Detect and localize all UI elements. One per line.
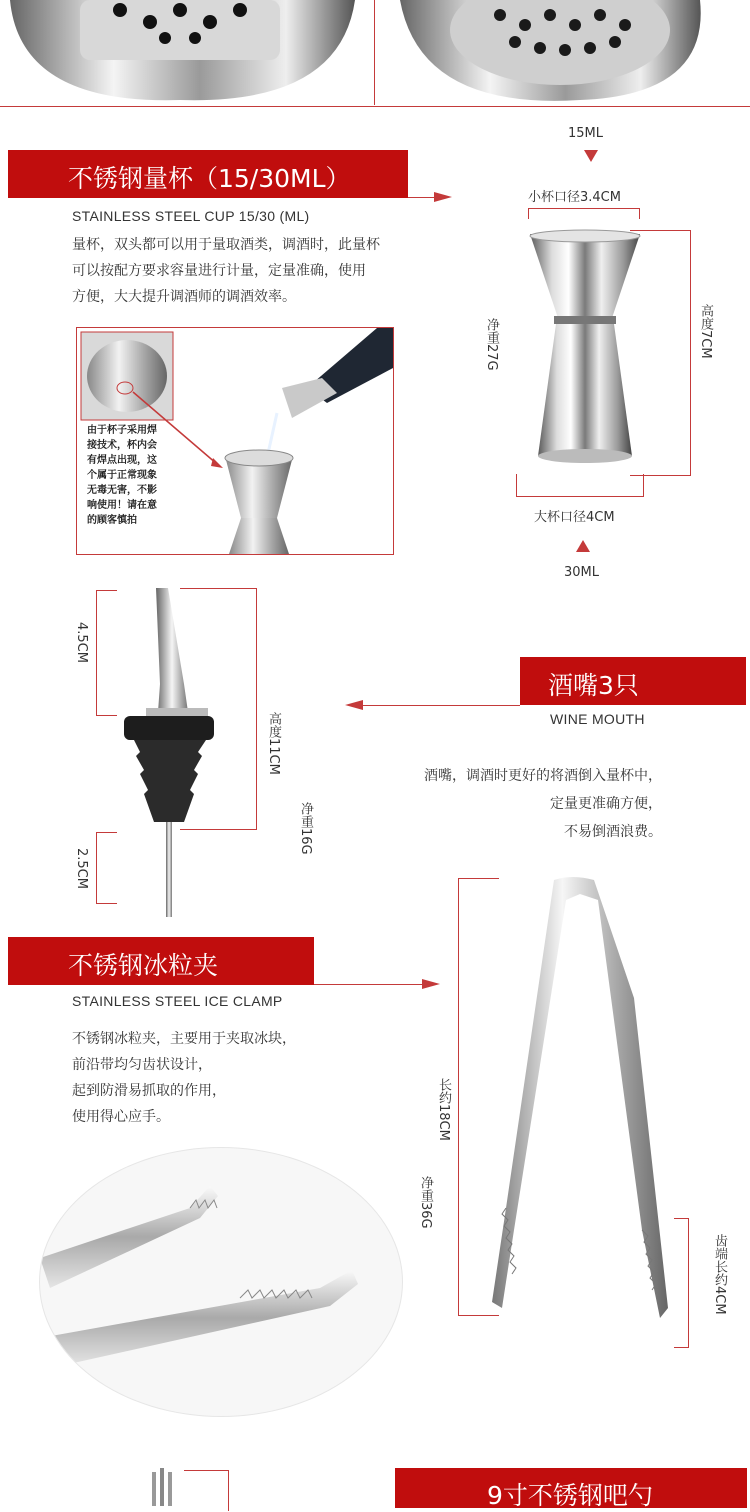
arrow-up-icon	[576, 540, 592, 554]
arrow-left-icon	[345, 698, 365, 712]
cup-large-diameter: 大杯口径4CM	[534, 510, 615, 525]
height-bracket	[630, 230, 691, 476]
tongs-subtitle: STAINLESS STEEL ICE CLAMP	[72, 993, 283, 1009]
note-line: 由于杯子采用焊	[87, 425, 157, 436]
tongs-length: 长约18CM	[436, 1078, 451, 1141]
spoon-title: 9寸不锈钢吧勺	[487, 1481, 653, 1510]
tongs-weight: 净重36G	[418, 1176, 433, 1229]
shaker-right-graphic	[380, 0, 750, 105]
tongs-closeup	[40, 1148, 402, 1416]
pourer-height: 高度11CM	[266, 712, 281, 775]
spoon-bracket	[184, 1470, 229, 1511]
arrow-right-icon	[434, 190, 454, 204]
note-line: 有焊点出现，这	[87, 455, 157, 466]
section-divider	[0, 106, 750, 107]
cup-bottom-volume: 30ML	[564, 565, 600, 580]
tongs-desc-line: 前沿带均匀齿状设计，	[72, 1057, 212, 1073]
tongs-desc-line: 不锈钢冰粒夹，主要用于夹取冰块，	[72, 1031, 296, 1047]
weld-note-box	[76, 327, 394, 555]
shaker-photo-left	[0, 0, 368, 105]
bar-spoon-graphic	[144, 1466, 184, 1506]
tongs-description	[72, 1026, 296, 1130]
cup-desc-line: 方便，大大提升调酒师的调酒效率。	[72, 289, 296, 305]
tongs-desc-line: 使用得心应手。	[72, 1109, 170, 1125]
pourer-description	[340, 762, 662, 846]
pourer-bottom-bracket	[96, 832, 117, 904]
cup-subtitle: STAINLESS STEEL CUP 15/30 (ML)	[72, 208, 310, 224]
shaker-photo-right	[380, 0, 750, 105]
pourer-title-banner	[520, 657, 746, 705]
tongs-closeup-graphic	[40, 1148, 402, 1416]
note-line: 接技术，杯内会	[87, 440, 157, 451]
pourer-subtitle: WINE MOUTH	[550, 711, 645, 727]
cup-title: 不锈钢量杯（15/30ML）	[68, 164, 351, 193]
shaker-photo-divider	[374, 0, 375, 105]
cup-small-diameter: 小杯口径3.4CM	[528, 190, 621, 205]
large-diameter-bracket	[516, 474, 644, 497]
cup-height: 高度7CM	[698, 304, 713, 359]
arrow-right-icon	[422, 977, 442, 991]
pourer-desc-line: 不易倒酒浪费。	[564, 824, 662, 840]
cup-title-banner	[8, 150, 408, 198]
note-line: 响使用！请在意	[87, 500, 157, 511]
weld-note-text	[87, 423, 157, 528]
tongs-title-underline	[314, 984, 424, 985]
pourer-weight: 净重16G	[298, 802, 313, 855]
pourer-height-bracket	[180, 588, 257, 830]
pourer-title-underline	[360, 705, 520, 706]
cup-desc-line: 可以按配方要求容量进行计量，定量准确，使用	[72, 263, 366, 279]
tongs-graphic	[484, 878, 684, 1358]
pourer-top-bracket	[96, 590, 117, 716]
tongs-length-bracket	[458, 878, 499, 1316]
tongs-desc-line: 起到防滑易抓取的作用，	[72, 1083, 226, 1099]
cup-weight: 净重27G	[484, 318, 499, 371]
small-diameter-bracket	[528, 208, 640, 219]
tongs-title: 不锈钢冰粒夹	[68, 951, 219, 980]
note-line: 个属于正常现象	[87, 470, 157, 481]
tongs-title-banner	[8, 937, 314, 985]
pourer-desc-line: 酒嘴，调酒时更好的将酒倒入量杯中，	[424, 768, 662, 784]
arrow-down-icon	[584, 150, 600, 164]
pourer-desc-line: 定量更准确方便，	[550, 796, 662, 812]
teeth-length-bracket	[674, 1218, 689, 1348]
spoon-title-banner	[395, 1468, 747, 1508]
pourer-title: 酒嘴3只	[548, 671, 639, 700]
pourer-bottom-length: 2.5CM	[74, 848, 89, 889]
note-line: 无毒无害，不影	[87, 485, 157, 496]
note-line: 的顾客慎拍	[87, 515, 137, 526]
cup-top-volume: 15ML	[568, 126, 604, 141]
cup-desc-line: 量杯，双头都可以用于量取酒类，调酒时，此量杯	[72, 237, 380, 253]
pourer-top-length: 4.5CM	[74, 622, 89, 663]
shaker-left-graphic	[0, 0, 368, 105]
tongs-teeth-length: 齿端长约4CM	[712, 1234, 727, 1315]
cup-description	[72, 232, 380, 310]
